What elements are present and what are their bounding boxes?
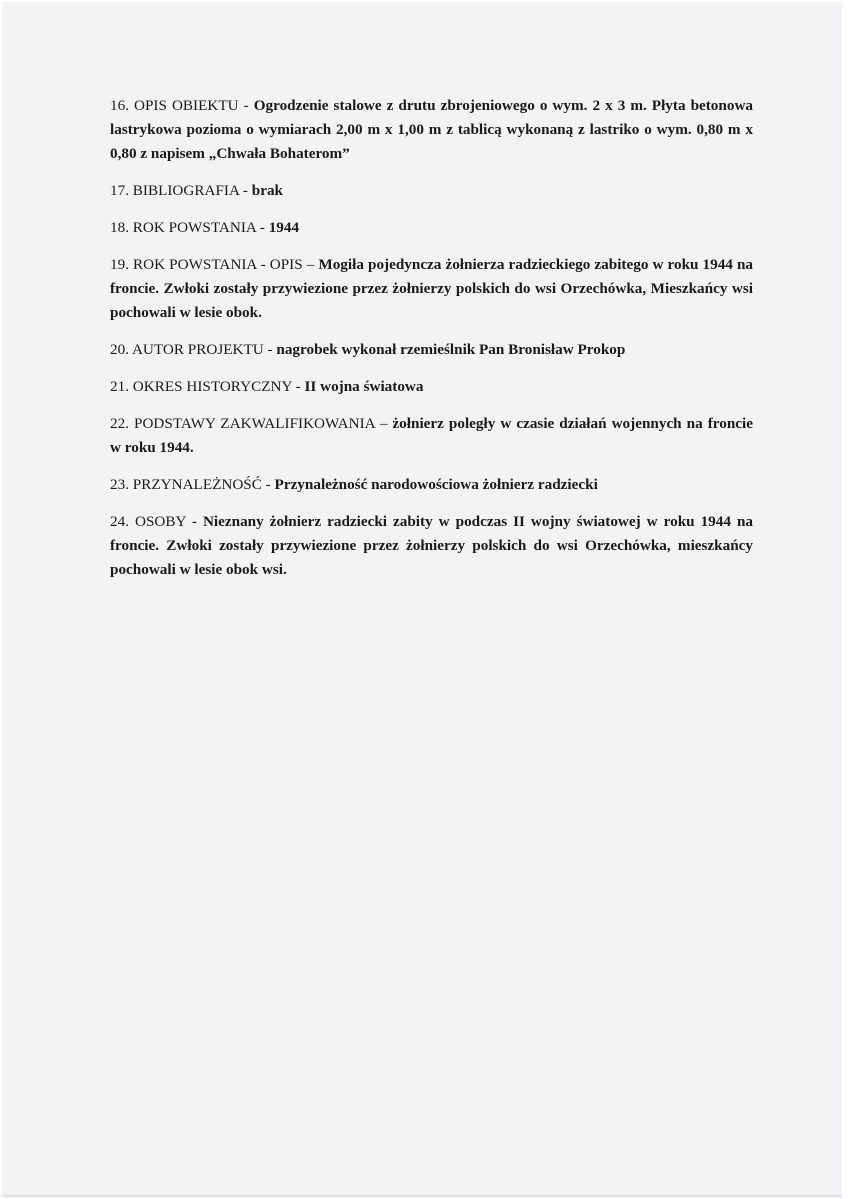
entry-23-przynaleznosc <box>110 473 753 497</box>
entry-value: Nieznany żołnierz radziecki zabity w podczas II wojny światowej w roku 1944 na froncie. Zwłoki zostały przywiezione przez żołnierzy polskich do wsi Orzechówka, mieszkańcy pochowali w lesie obok wsi. <box>110 513 753 578</box>
scan-margin <box>842 0 850 1199</box>
entry-value: brak <box>251 182 283 199</box>
entry-label: 21. OKRES HISTORYCZNY - <box>110 378 305 395</box>
entry-20-autor-projektu <box>110 338 753 362</box>
document-body <box>110 94 753 595</box>
entry-16-opis-obiektu <box>110 94 753 166</box>
entry-label: 23. PRZYNALEŻNOŚĆ - <box>110 476 275 493</box>
entry-24-osoby <box>110 510 753 582</box>
entry-label: 17. BIBLIOGRAFIA - <box>110 182 252 199</box>
entry-21-okres-historyczny <box>110 375 753 399</box>
entry-label: 24. OSOBY - <box>110 513 203 530</box>
entry-22-podstawy-zakwalifikowania <box>110 412 753 460</box>
entry-19-rok-powstania-opis <box>110 253 753 325</box>
entry-value: żołnierz poległy w czasie działań wojennych na froncie w roku 1944. <box>110 415 753 456</box>
entry-18-rok-powstania <box>110 216 753 240</box>
entry-label: 20. AUTOR PROJEKTU - <box>110 341 277 358</box>
entry-label: 22. PODSTAWY ZAKWALIFIKOWANIA – <box>110 415 393 432</box>
entry-value: II wojna światowa <box>304 378 424 395</box>
entry-value: Ogrodzenie stalowe z drutu zbrojeniowego o wym. 2 x 3 m. Płyta betonowa lastrykowa pozioma o wymiarach 2,00 m x 1,00 m z tablicą wykonaną z lastriko o wym. 0,80 m x 0,80 z napisem „Chwała Bohaterom” <box>110 97 754 162</box>
entry-value: nagrobek wykonał rzemieślnik Pan Bronisław Prokop <box>276 341 626 358</box>
entry-value: 1944 <box>268 219 300 236</box>
entry-value: Mogiła pojedyncza żołnierza radzieckiego zabitego w roku 1944 na froncie. Zwłoki zostały przywiezione przez żołnierzy polskich do wsi Orzechówka, Mieszkańcy wsi pochowali w lesie obok. <box>110 256 754 321</box>
entry-label: 19. ROK POWSTANIA - OPIS – <box>110 256 319 273</box>
document-page <box>2 2 843 1196</box>
entry-17-bibliografia <box>110 179 753 203</box>
entry-label: 16. OPIS OBIEKTU - <box>110 97 254 114</box>
entry-label: 18. ROK POWSTANIA - <box>110 219 269 236</box>
entry-value: Przynależność narodowościowa żołnierz radziecki <box>274 476 598 493</box>
